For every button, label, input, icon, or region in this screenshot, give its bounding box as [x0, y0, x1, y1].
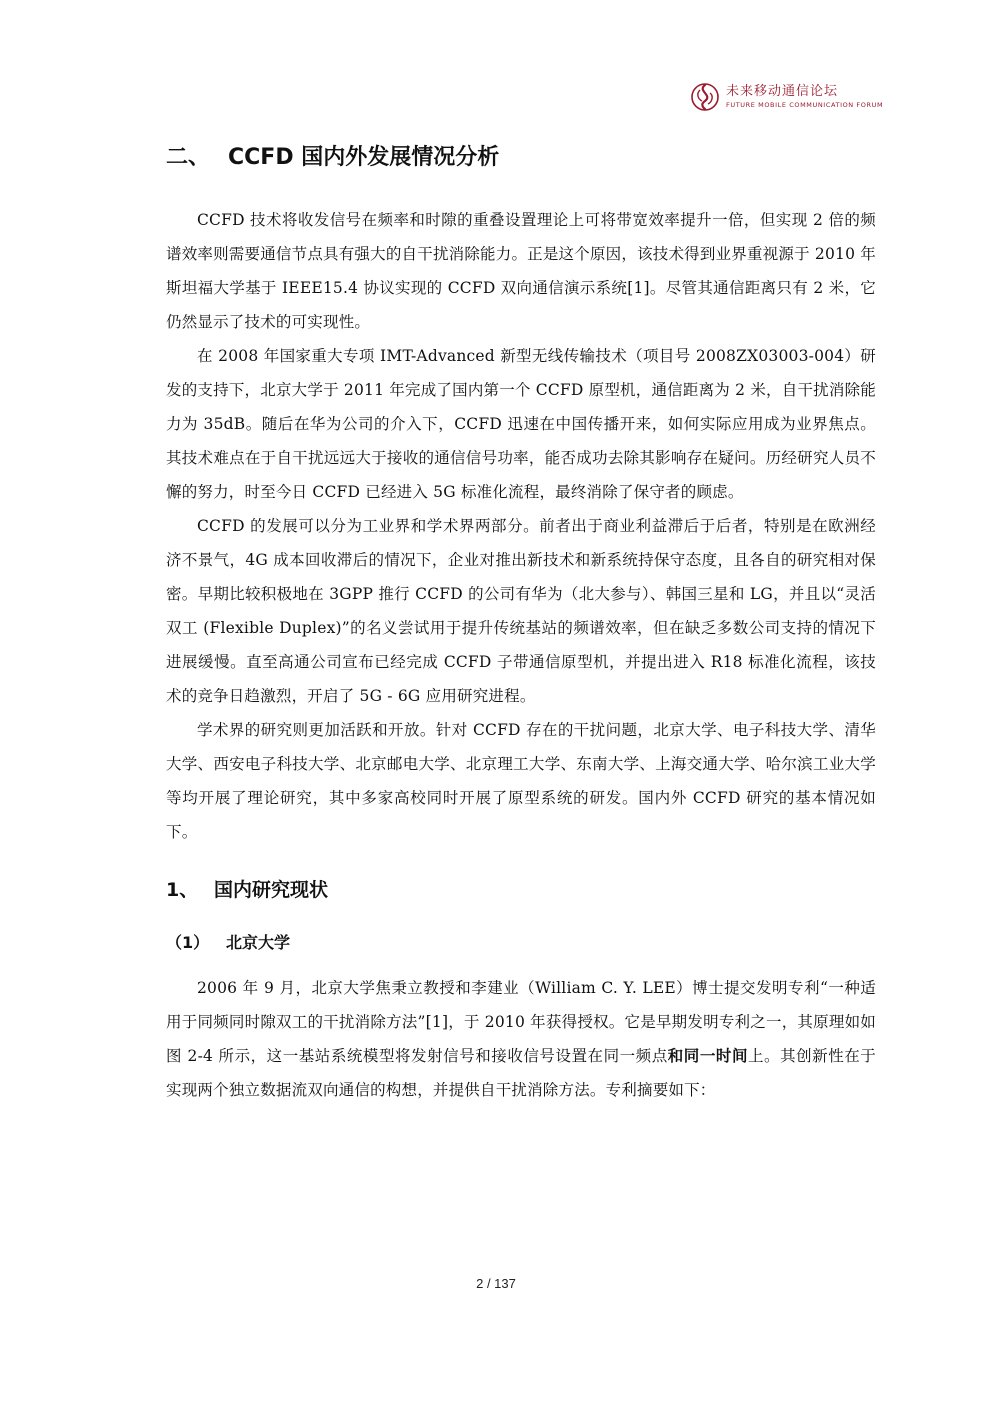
patent-text-end: 上。其创新性在于实现两个独立数据流双向通信的构想，并提供自干扰消除方法。专利摘要如下： — [166, 1047, 876, 1099]
subsection-heading — [166, 869, 876, 911]
logo-english-text: FUTURE MOBILE COMMUNICATION FORUM — [726, 101, 884, 110]
paragraph: 在 2008 年国家重大专项 IMT-Advanced 新型无线传输技术（项目号 2008ZX03003-004）研发的支持下，北京大学于 2011 年完成了国内第一个 CCFD 原型机，通信距离为 2 米，自干扰消除能力为 35dB。随后在华为公司的介入下，CCFD 迅速在中国传播开来，如何实际应用成为业界焦点。其技术难点在于自干扰远远大于接收的通信信号功率，能否成功去除其影响存在疑问。历经研究人员不懈的努力，时至今日 CCFD 已经进入 5G 标准化流程，最终消除了保守者的顾虑。 — [166, 347, 876, 501]
logo-chinese-text: 未来移动通信论坛 — [726, 84, 839, 100]
subsection-number: 1、 — [166, 879, 199, 901]
subsubsection-heading — [166, 923, 876, 963]
subsubsection-number: （1） — [166, 933, 210, 952]
paragraph-patent — [166, 971, 876, 1107]
patent-text-bold: 和同一时间 — [667, 1046, 748, 1065]
page-number: 2 / 137 — [476, 1276, 516, 1291]
subsection-title: 国内研究现状 — [214, 879, 329, 901]
subsubsection-title: 北京大学 — [226, 933, 291, 952]
paragraph: CCFD 的发展可以分为工业界和学术界两部分。前者出于商业利益滞后于后者，特别是在欧洲经济不景气，4G 成本回收滞后的情况下，企业对推出新技术和新系统持保守态度，且各自的研究相对保密。早期比较积极地在 3GPP 推行 CCFD 的公司有华为（北大参与）、韩国三星和 LG，并且以“灵活双工 (Flexible Duplex)”的名义尝试用于提升传统基站的频谱效率，但在缺乏多数公司支持的情况下进展缓慢。直至高通公司宣布已经完成 CCFD 子带通信原型机，并提出进入 R18 标准化流程，该技术的竞争日趋激烈，开启了 5G - 6G 应用研究进程。 — [166, 517, 876, 705]
document-body — [166, 138, 876, 1107]
section-title: CCFD 国内外发展情况分析 — [228, 145, 500, 170]
patent-text-start: 2006 年 9 月，北京大学焦秉立教授和李建业（William C. Y. LEE）博士提交发明专利“一种适用于同频同时隙双工的干扰消除方法”[1]，于 2010 年获得授权。它是早期发明专利之一，其原理如如图 2-4 所示，这一基站系统模型将发射信号和接收信号设置在同一频点 — [166, 979, 876, 1065]
paragraph: CCFD 技术将收发信号在频率和时隙的重叠设置理论上可将带宽效率提升一倍，但实现 2 倍的频谱效率则需要通信节点具有强大的自干扰消除能力。正是这个原因，该技术得到业界重视源于 2010 年斯坦福大学基于 IEEE15.4 协议实现的 CCFD 双向通信演示系统[1]。尽管其通信距离只有 2 米，它仍然显示了技术的可实现性。 — [166, 211, 876, 331]
section-heading — [166, 138, 876, 178]
forum-logo — [690, 80, 890, 114]
paragraph: 学术界的研究则更加活跃和开放。针对 CCFD 存在的干扰问题，北京大学、电子科技大学、清华大学、西安电子科技大学、北京邮电大学、北京理工大学、东南大学、上海交通大学、哈尔滨工业大学等均开展了理论研究，其中多家高校同时开展了原型系统的研发。国内外 CCFD 研究的基本情况如下。 — [166, 721, 876, 841]
section-number: 二、 — [166, 145, 211, 170]
forum-logo-icon — [690, 82, 720, 112]
